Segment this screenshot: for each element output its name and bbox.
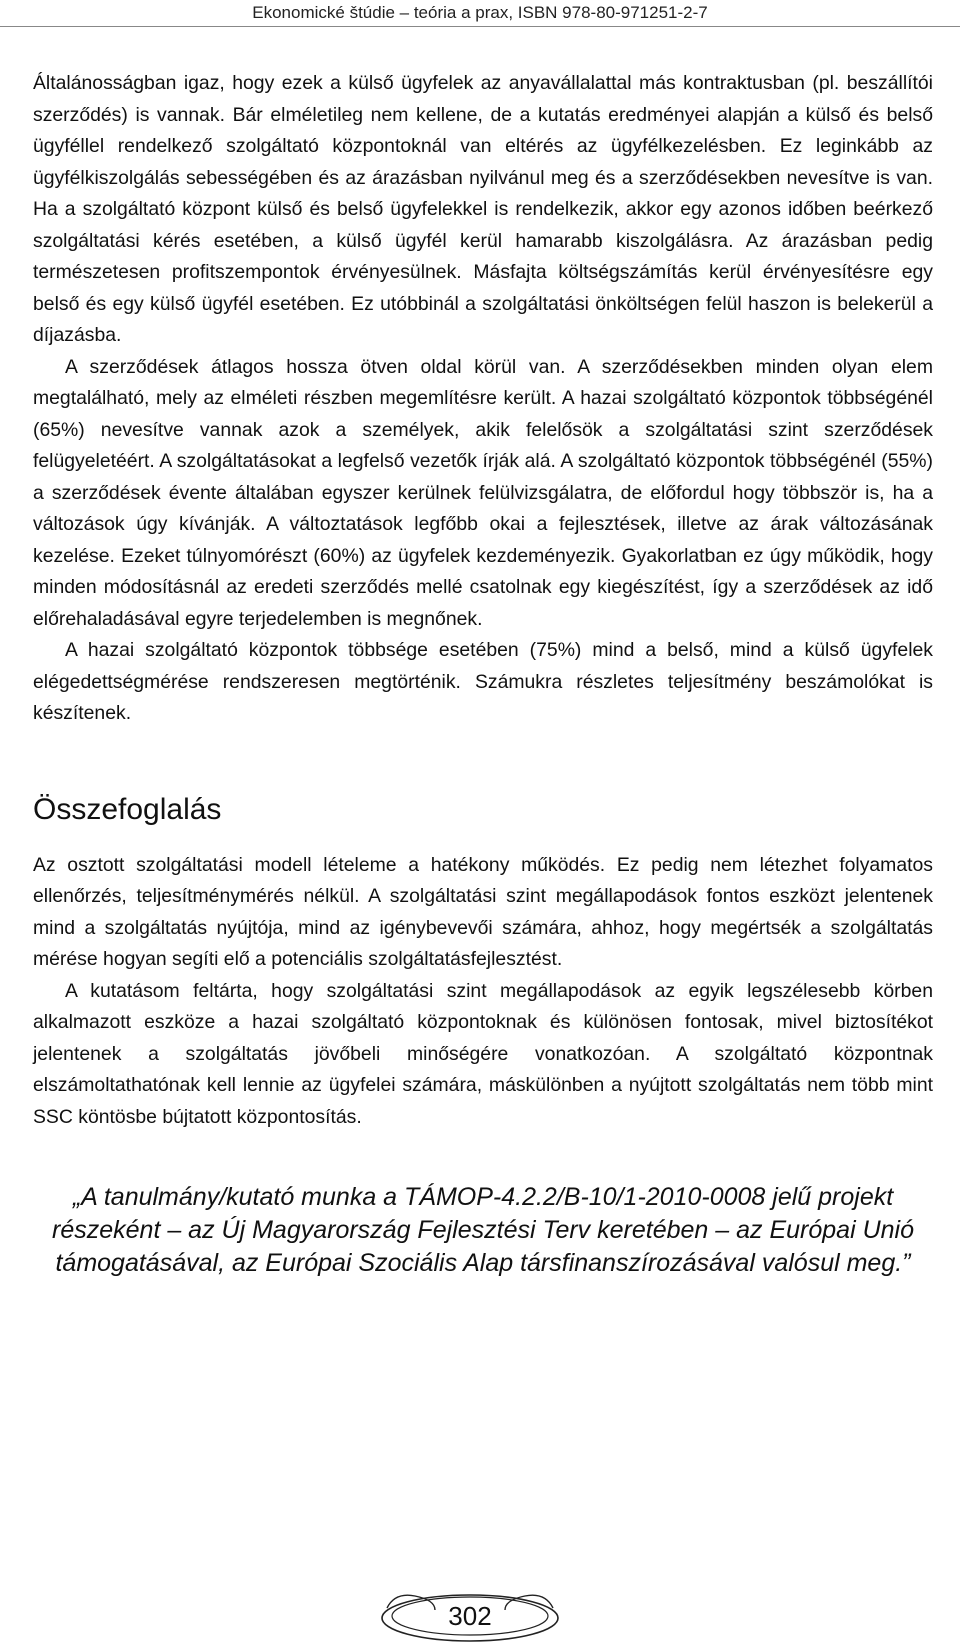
summary-paragraph-1: Az osztott szolgáltatási modell lételeme a hatékony működés. Ez pedig nem létezhet folyamatos ellenőrzés, teljesítménymérés nélkül. A szolgáltatási szint megállapodások fontos eszközt jelentenek mind a szolgáltatás nyújtója, mind az igénybevevői számára, ahhoz, hogy megértsék a szolgáltatás mérése hogyan segíti elő a potenciális szolgáltatásfejlesztést. [33,853,933,970]
body-paragraph-3: A hazai szolgáltató központok többsége esetében (75%) mind a belső, mind a külső ügyfelek elégedettségmérése rendszeresen megtörténik. Számukra részletes teljesítmény beszámolókat is készítenek. [33,639,933,724]
funding-acknowledgement: „A tanulmány/kutató munka a TÁMOP-4.2.2/B-10/1-2010-0008 jelű projekt részeként – az Új Magyarország Fejlesztési Terv keretében – az Európai Unió támogatásával, az Európai Szociális Alap társfinanszírozásával valósul meg.” [52,1183,914,1277]
running-header-title: Ekonomické štúdie – teória a prax, ISBN 978-80-971251-2-7 [252,3,708,22]
running-header [0,0,960,27]
section-heading-summary: Összefoglalás [33,792,222,826]
summary-paragraph-2: A kutatásom feltárta, hogy szolgáltatási szint megállapodások az egyik legszélesebb körben alkalmazott eszköze a hazai szolgáltató központoknak és különösen fontosak, mivel biztosítékot jelentenek a szolgáltatás jövőbeli minőségére vonatkozóan. A szolgáltató központnak elszámoltathatónak kell lennie az ügyfelei számára, máskülönben a nyújtott szolgáltatás nem több mint SSC köntösbe bújtatott központosítás. [33,979,933,1128]
page-content [33,68,933,1280]
body-paragraph-2: A szerződések átlagos hossza ötven oldal körül van. A szerződésekben minden olyan elem megtalálható, mely az elméleti részben megemlítésre került. A hazai szolgáltató központok többségénél (65%) nevesítve vannak azok a személyek, akik felelősök a szolgáltatási szint szerződések felügyeletéért. A szolgáltatásokat a legfelső vezetők írják alá. A szolgáltató központok többségénél (55%) a szerződések évente általában egyszer kerülnek felülvizsgálatra, de előfordul hogy többször is, ha a változások úgy kívánják. A változtatások legfőbb okai a fejlesztések, illetve az árak változásának kezelése. Ezeket túlnyomórészt (60%) az ügyfelek kezdeményezik. Gyakorlatban ez úgy működik, hogy minden módosításnál az eredeti szerződés mellé csatolnak egy kiegészítést, így a szerződések az idő előrehaladásával egyre terjedelemben is megnőnek. [33,355,933,630]
page-number: 302 [448,1601,492,1631]
body-paragraph-1: Általánosságban igaz, hogy ezek a külső ügyfelek az anyavállalattal más kontraktusban (pl. beszállítói szerződés) is vannak. Bár elméletileg nem kellene, de a kutatás eredményei alapján a külső és belső ügyféllel rendelkező szolgáltató központoknál van eltérés az ügyfélkezelésben. Ez leginkább az ügyfélkiszolgálás sebességében és az árazásban nyilvánul meg és a szerződésekben nevesítve is van. Ha a szolgáltató központ külső és belső ügyfelekkel is rendelkezik, akkor egy azonos időben beérkező szolgáltatási kérés esetében, a külső ügyfél kerül hamarabb kiszolgálásra. Az árazásban pedig természetesen profitszempontok érvényesülnek. Másfajta költségszámítás kerül érvényesítésre egy belső és egy külső ügyfél esetében. Ez utóbbinál a szolgáltatási önköltségen felül haszon is belekerül a díjazásba. [33,72,933,346]
page-number-badge [375,1588,565,1644]
